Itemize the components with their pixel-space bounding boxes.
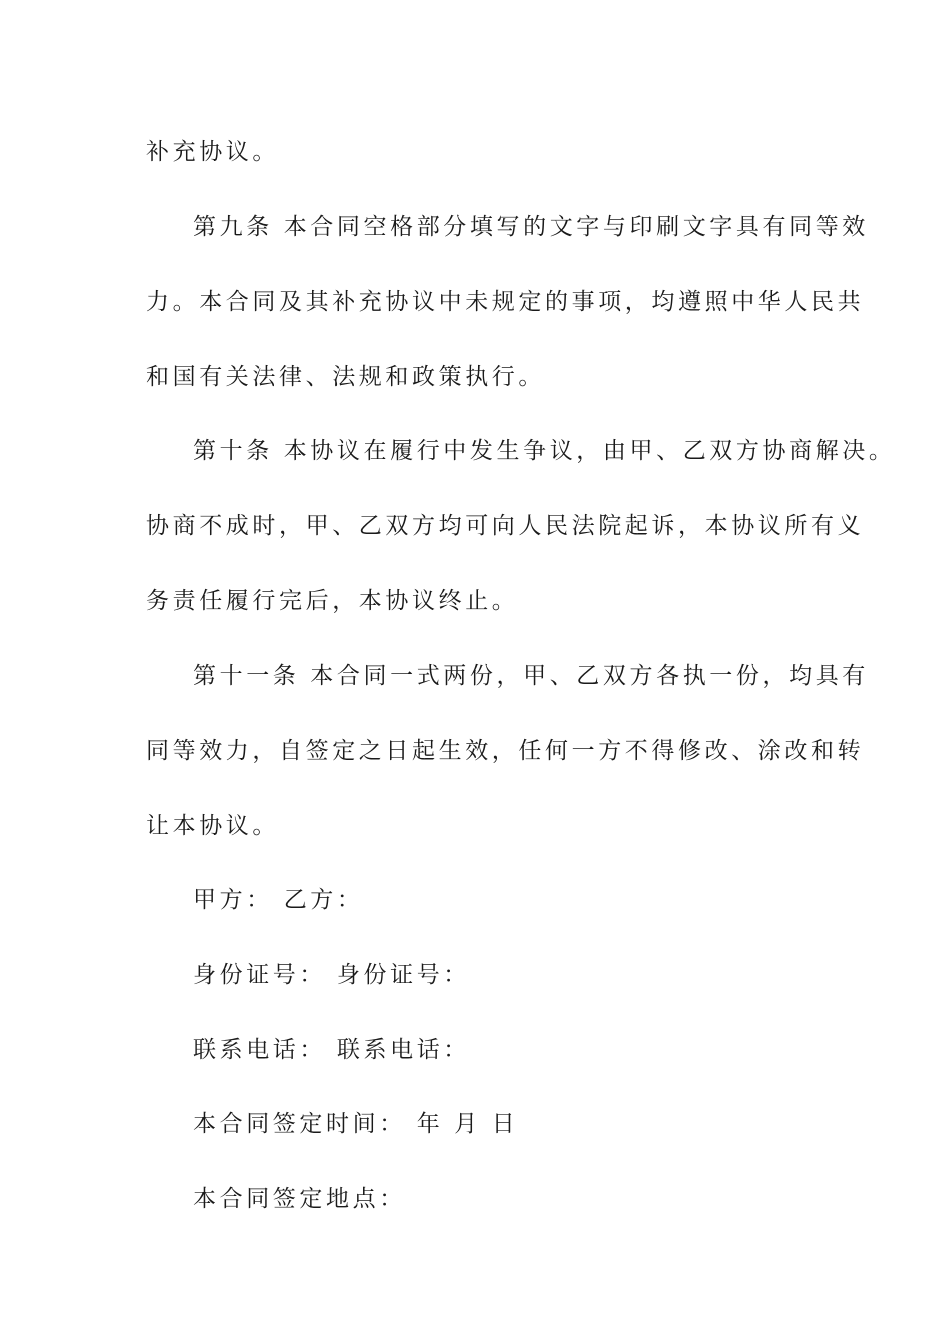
- party-signature-line: 甲方： 乙方：: [193, 887, 364, 913]
- sign-place-line: 本合同签定地点：: [193, 1186, 406, 1212]
- article-10-line: 第十条 本协议在履行中发生争议，由甲、乙双方协商解决。: [193, 438, 896, 464]
- paragraph-line: 力。本合同及其补充协议中未规定的事项，均遵照中华人民共: [146, 289, 865, 315]
- sign-date-line: 本合同签定时间： 年 月 日: [193, 1111, 519, 1137]
- paragraph-line: 补充协议。: [146, 139, 279, 165]
- phone-line: 联系电话： 联系电话：: [193, 1037, 470, 1063]
- paragraph-line: 让本协议。: [146, 813, 279, 839]
- paragraph-line: 务责任履行完后，本协议终止。: [146, 588, 519, 614]
- paragraph-line: 同等效力，自签定之日起生效，任何一方不得修改、涂改和转: [146, 738, 865, 764]
- article-9-line: 第九条 本合同空格部分填写的文字与印刷文字具有同等效: [193, 214, 869, 240]
- paragraph-line: 和国有关法律、法规和政策执行。: [146, 364, 545, 390]
- id-number-line: 身份证号： 身份证号：: [193, 962, 470, 988]
- paragraph-line: 协商不成时，甲、乙双方均可向人民法院起诉，本协议所有义: [146, 513, 865, 539]
- article-11-line: 第十一条 本合同一式两份，甲、乙双方各执一份，均具有: [193, 663, 869, 689]
